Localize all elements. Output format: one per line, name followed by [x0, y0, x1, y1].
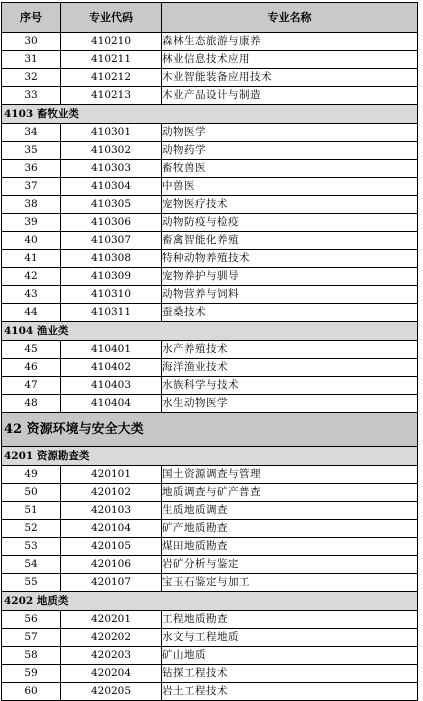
category-row	[2, 592, 418, 611]
code-cell: 410401	[61, 341, 162, 359]
name-cell: 岩矿分析与鉴定	[162, 556, 418, 574]
code-cell: 410308	[61, 250, 162, 268]
category-label: 4201 资源勘查类	[2, 447, 418, 466]
code-cell: 410212	[61, 69, 162, 87]
code-cell: 420102	[61, 484, 162, 502]
seq-cell: 59	[2, 665, 61, 683]
code-cell: 420105	[61, 538, 162, 556]
code-cell: 410310	[61, 286, 162, 304]
name-cell: 海洋渔业技术	[162, 359, 418, 377]
name-cell: 宝玉石鉴定与加工	[162, 574, 418, 592]
name-cell: 生质地质调查	[162, 502, 418, 520]
table-row	[2, 51, 418, 69]
seq-cell: 43	[2, 286, 61, 304]
category-row	[2, 105, 418, 124]
name-cell: 地质调查与矿产普查	[162, 484, 418, 502]
name-cell: 畜禽智能化养殖	[162, 232, 418, 250]
name-cell: 中兽医	[162, 178, 418, 196]
table-row	[2, 196, 418, 214]
name-cell: 林业信息技术应用	[162, 51, 418, 69]
code-cell: 420106	[61, 556, 162, 574]
seq-cell: 57	[2, 629, 61, 647]
code-cell: 420107	[61, 574, 162, 592]
code-cell: 410301	[61, 124, 162, 142]
seq-cell: 49	[2, 466, 61, 484]
code-cell: 420205	[61, 683, 162, 701]
header-seq: 序号	[2, 3, 61, 33]
header-name: 专业名称	[162, 3, 418, 33]
seq-cell: 51	[2, 502, 61, 520]
name-cell: 特种动物养殖技术	[162, 250, 418, 268]
table-row	[2, 250, 418, 268]
table-row	[2, 87, 418, 105]
code-cell: 410213	[61, 87, 162, 105]
header-code: 专业代码	[61, 3, 162, 33]
table-row	[2, 556, 418, 574]
table-header	[2, 3, 418, 33]
name-cell: 水族科学与技术	[162, 377, 418, 395]
code-cell: 410403	[61, 377, 162, 395]
table-row	[2, 538, 418, 556]
code-cell: 420103	[61, 502, 162, 520]
table-row	[2, 286, 418, 304]
seq-cell: 39	[2, 214, 61, 232]
seq-cell: 55	[2, 574, 61, 592]
code-cell: 420104	[61, 520, 162, 538]
seq-cell: 40	[2, 232, 61, 250]
name-cell: 动物防疫与检疫	[162, 214, 418, 232]
table-row	[2, 377, 418, 395]
table-row	[2, 69, 418, 87]
name-cell: 国土资源调查与管理	[162, 466, 418, 484]
code-cell: 410304	[61, 178, 162, 196]
code-cell: 420201	[61, 611, 162, 629]
seq-cell: 60	[2, 683, 61, 701]
table-row	[2, 232, 418, 250]
code-cell: 410210	[61, 33, 162, 51]
table-row	[2, 647, 418, 665]
seq-cell: 45	[2, 341, 61, 359]
seq-cell: 48	[2, 395, 61, 413]
seq-cell: 33	[2, 87, 61, 105]
name-cell: 畜牧兽医	[162, 160, 418, 178]
seq-cell: 50	[2, 484, 61, 502]
table-row	[2, 665, 418, 683]
code-cell: 420101	[61, 466, 162, 484]
name-cell: 木业产品设计与制造	[162, 87, 418, 105]
table-row	[2, 33, 418, 51]
name-cell: 木业智能装备应用技术	[162, 69, 418, 87]
majors-table	[1, 2, 418, 701]
name-cell: 水文与工程地质	[162, 629, 418, 647]
name-cell: 蚕桑技术	[162, 304, 418, 322]
name-cell: 动物营养与饲料	[162, 286, 418, 304]
table-row	[2, 214, 418, 232]
seq-cell: 52	[2, 520, 61, 538]
name-cell: 工程地质勘查	[162, 611, 418, 629]
name-cell: 动物药学	[162, 142, 418, 160]
name-cell: 矿产地质勘查	[162, 520, 418, 538]
table-row	[2, 574, 418, 592]
code-cell: 410305	[61, 196, 162, 214]
code-cell: 420203	[61, 647, 162, 665]
seq-cell: 54	[2, 556, 61, 574]
seq-cell: 41	[2, 250, 61, 268]
seq-cell: 58	[2, 647, 61, 665]
category-label: 4103 畜牧业类	[2, 105, 418, 124]
table-row	[2, 484, 418, 502]
seq-cell: 34	[2, 124, 61, 142]
seq-cell: 31	[2, 51, 61, 69]
name-cell: 岩土工程技术	[162, 683, 418, 701]
code-cell: 410402	[61, 359, 162, 377]
table-row	[2, 683, 418, 701]
code-cell: 410309	[61, 268, 162, 286]
table-row	[2, 359, 418, 377]
code-cell: 410306	[61, 214, 162, 232]
table-row	[2, 341, 418, 359]
name-cell: 水生动物医学	[162, 395, 418, 413]
code-cell: 410404	[61, 395, 162, 413]
name-cell: 水产养殖技术	[162, 341, 418, 359]
table-row	[2, 629, 418, 647]
table-body	[2, 33, 418, 701]
table-row	[2, 520, 418, 538]
seq-cell: 42	[2, 268, 61, 286]
table-row	[2, 142, 418, 160]
seq-cell: 44	[2, 304, 61, 322]
seq-cell: 56	[2, 611, 61, 629]
table-row	[2, 160, 418, 178]
category-row	[2, 447, 418, 466]
category-label: 4202 地质类	[2, 592, 418, 611]
seq-cell: 47	[2, 377, 61, 395]
name-cell: 宠物养护与驯导	[162, 268, 418, 286]
code-cell: 420202	[61, 629, 162, 647]
seq-cell: 30	[2, 33, 61, 51]
table-row	[2, 395, 418, 413]
major-category-row	[2, 413, 418, 447]
table-row	[2, 611, 418, 629]
category-label: 4104 渔业类	[2, 322, 418, 341]
table-row	[2, 466, 418, 484]
seq-cell: 37	[2, 178, 61, 196]
code-cell: 420204	[61, 665, 162, 683]
code-cell: 410303	[61, 160, 162, 178]
seq-cell: 35	[2, 142, 61, 160]
seq-cell: 38	[2, 196, 61, 214]
table-row	[2, 124, 418, 142]
major-category-label: 42 资源环境与安全大类	[2, 413, 418, 447]
seq-cell: 46	[2, 359, 61, 377]
name-cell: 宠物医疗技术	[162, 196, 418, 214]
code-cell: 410311	[61, 304, 162, 322]
seq-cell: 36	[2, 160, 61, 178]
seq-cell: 32	[2, 69, 61, 87]
seq-cell: 53	[2, 538, 61, 556]
code-cell: 410307	[61, 232, 162, 250]
code-cell: 410211	[61, 51, 162, 69]
code-cell: 410302	[61, 142, 162, 160]
name-cell: 动物医学	[162, 124, 418, 142]
name-cell: 煤田地质勘查	[162, 538, 418, 556]
name-cell: 矿山地质	[162, 647, 418, 665]
name-cell: 森林生态旅游与康养	[162, 33, 418, 51]
table-row	[2, 502, 418, 520]
name-cell: 钻探工程技术	[162, 665, 418, 683]
table-row	[2, 178, 418, 196]
table-row	[2, 304, 418, 322]
category-row	[2, 322, 418, 341]
table-row	[2, 268, 418, 286]
